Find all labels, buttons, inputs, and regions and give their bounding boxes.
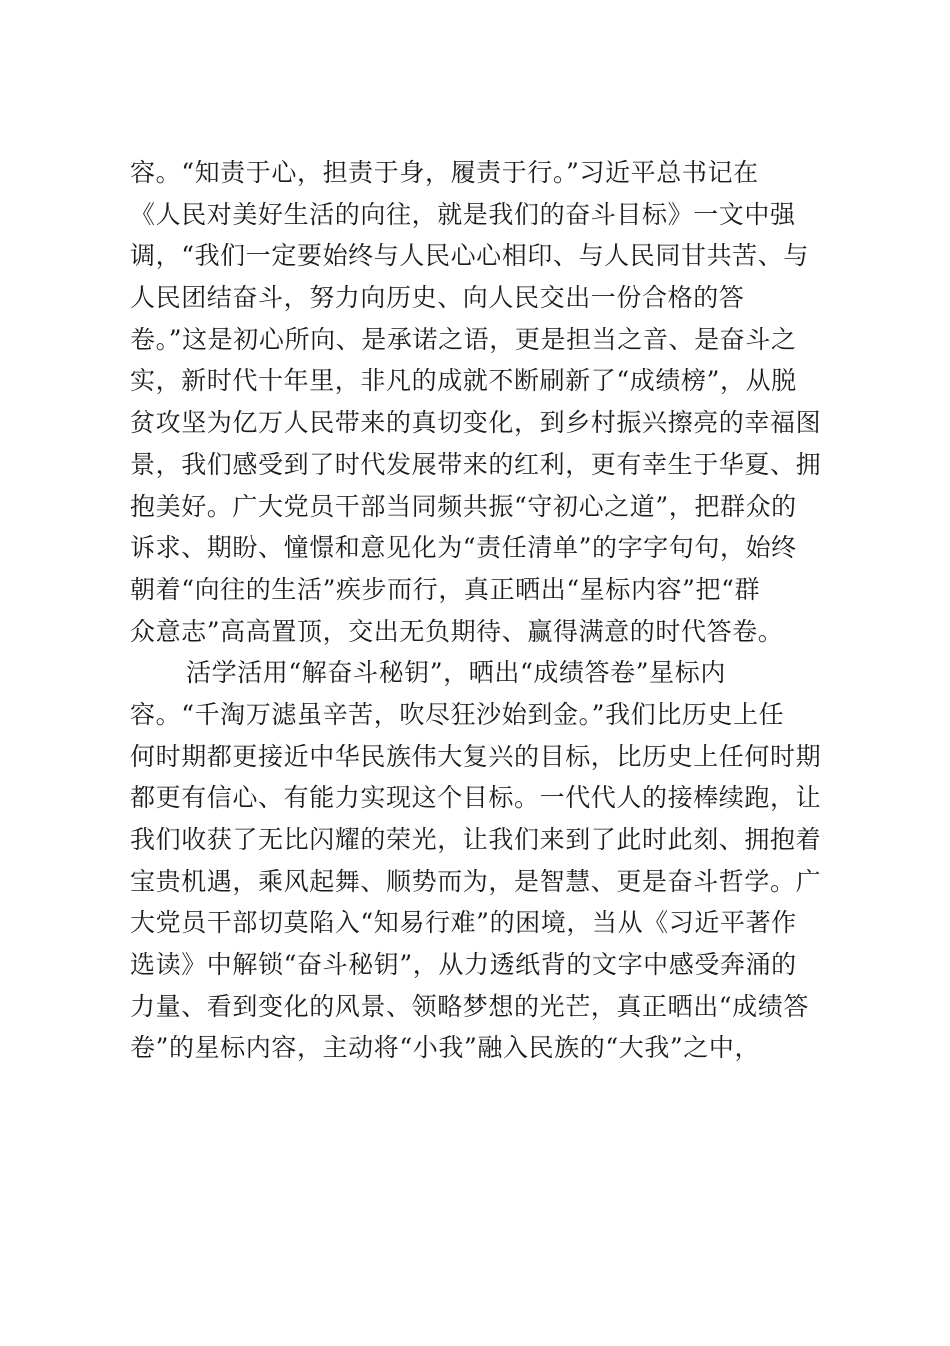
text-line: 朝着“向往的生活”疾步而行，真正晒出“星标内容”把“群 (130, 574, 761, 604)
text-line: 众意志”高高置顶，交出无负期待、赢得满意的时代答卷。 (130, 616, 784, 646)
text-line: 《人民对美好生活的向往，就是我们的奋斗目标》一文中强 (130, 199, 796, 229)
text-line: 景，我们感受到了时代发展带来的红利，更有幸生于华夏、拥 (130, 449, 822, 479)
text-line: 人民团结奋斗，努力向历史、向人民交出一份合格的答 (130, 283, 745, 313)
text-line: 何时期都更接近中华民族伟大复兴的目标，比历史上任何时期 (130, 741, 822, 771)
body-text (130, 154, 830, 1071)
text-line: 卷。”这是初心所向、是承诺之语，更是担当之音、是奋斗之 (130, 324, 797, 354)
text-line: 卷”的星标内容，主动将“小我”融入民族的“大我”之中， (130, 1033, 761, 1063)
text-line: 诉求、期盼、憧憬和意见化为“责任清单”的字字句句，始终 (130, 533, 797, 563)
text-line: 我们收获了无比闪耀的荣光，让我们来到了此时此刻、拥抱着 (130, 825, 822, 854)
paragraph-start-line: 活学活用“解奋斗秘钥”，晒出“成绩答卷”星标内 (186, 658, 726, 688)
text-line: 容。“千淘万滤虽辛苦，吹尽狂沙始到金。”我们比历史上任 (130, 699, 785, 729)
text-line: 选读》中解锁“奋斗秘钥”，从力透纸背的文字中感受奔涌的 (130, 950, 797, 980)
text-line: 宝贵机遇，乘风起舞、顺势而为，是智慧、更是奋斗哲学。广 (130, 866, 822, 896)
text-line: 调，“我们一定要始终与人民心心相印、与人民同甘共苦、与 (130, 241, 809, 271)
text-line: 容。“知责于心，担责于身，履责于行。”习近平总书记在 (130, 158, 759, 187)
text-line: 大党员干部切莫陷入“知易行难”的困境，当从《习近平著作 (130, 908, 797, 938)
text-line: 都更有信心、有能力实现这个目标。一代代人的接棒续跑，让 (130, 783, 822, 813)
text-line: 抱美好。广大党员干部当同频共振“守初心之道”，把群众的 (130, 491, 797, 521)
text-line: 力量、看到变化的风景、领略梦想的光芒，真正晒出“成绩答 (130, 991, 809, 1021)
text-line: 实，新时代十年里，非凡的成就不断刷新了“成绩榜”，从脱 (130, 366, 797, 396)
text-line: 贫攻坚为亿万人民带来的真切变化，到乡村振兴擦亮的幸福图 (130, 408, 822, 438)
